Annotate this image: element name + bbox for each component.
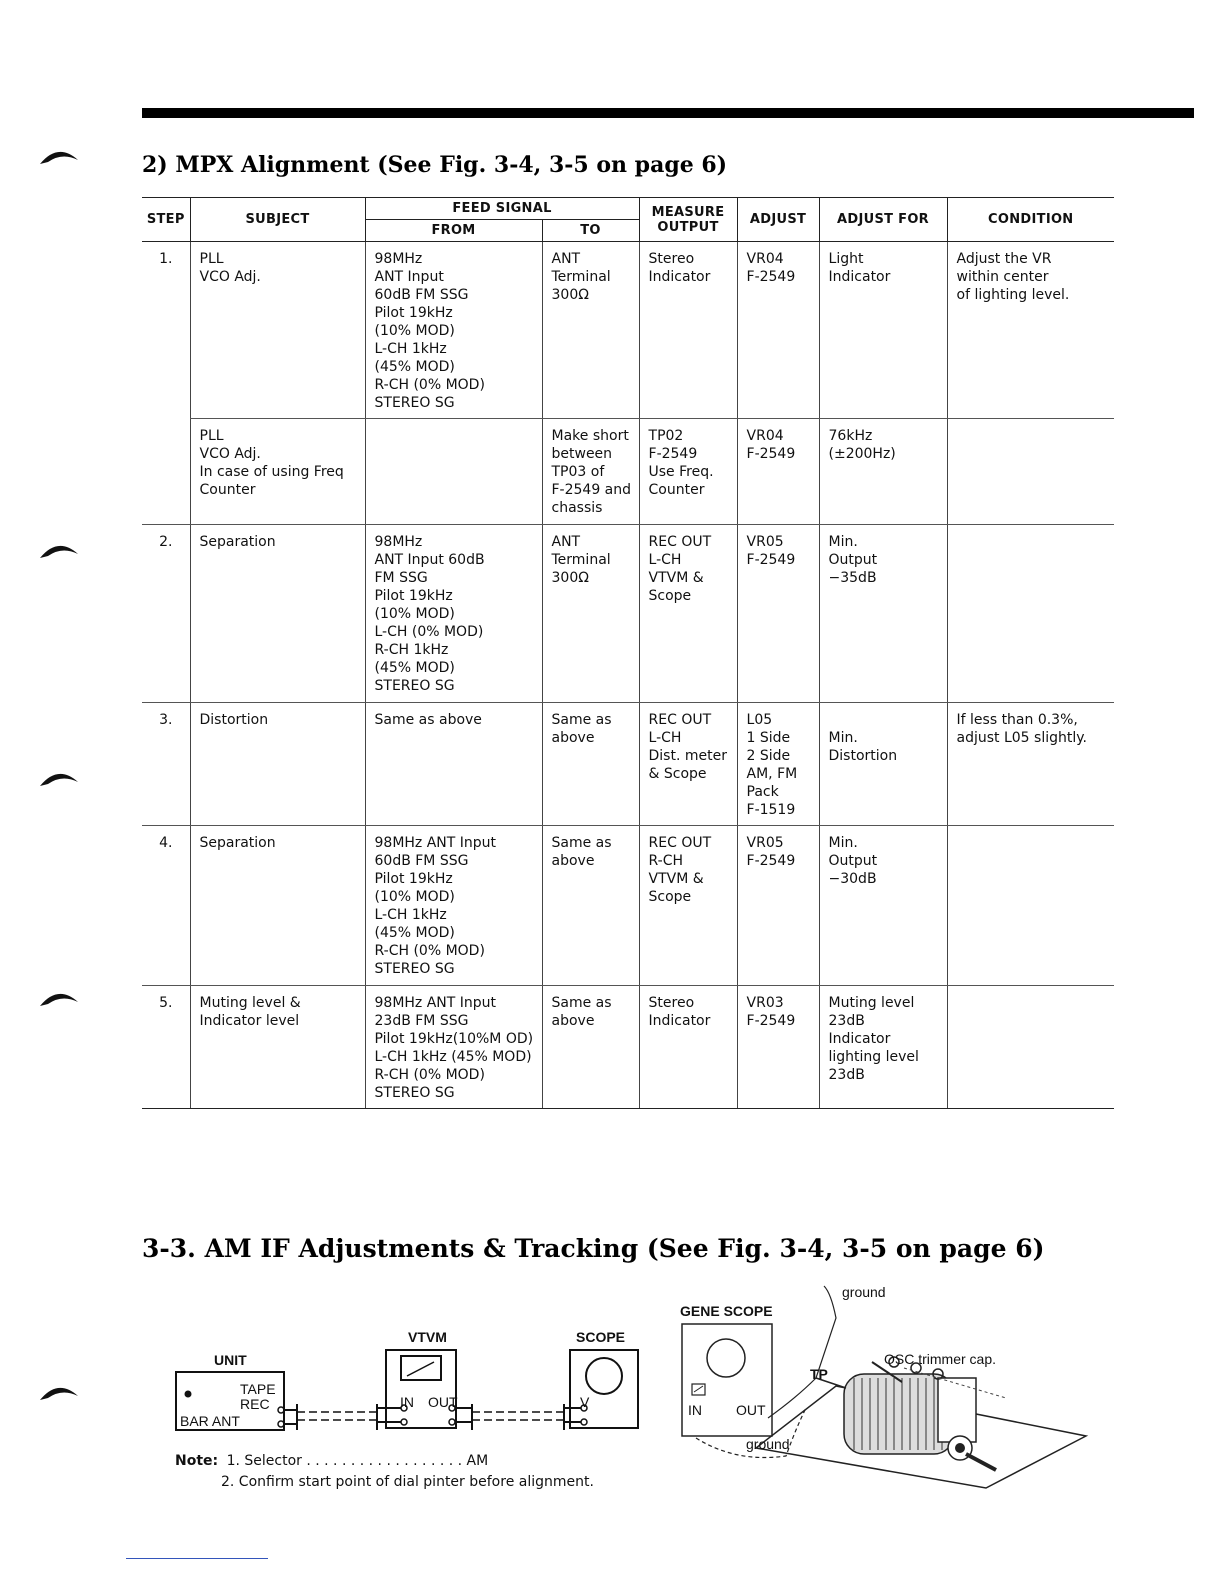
condition-cell <box>947 419 1114 525</box>
step-cell: 5. <box>142 986 190 1109</box>
table-row <box>142 419 1114 525</box>
subject-cell: Separation <box>190 525 365 703</box>
adjust-for-cell: Min. Output −35dB <box>819 525 947 703</box>
mpx-alignment-table <box>142 197 1114 1109</box>
table-row <box>142 986 1114 1109</box>
from-cell: 98MHz ANT Input 60dB FM SSG Pilot 19kHz (10% MOD) L-CH 1kHz (45% MOD) R-CH (0% MOD) STEREO SG <box>365 826 542 986</box>
step-cell: 4. <box>142 826 190 986</box>
am-if-connection-diagram <box>172 1326 642 1441</box>
tp-label: TP <box>810 1366 828 1382</box>
measure-cell: REC OUT R-CH VTVM & Scope <box>639 826 737 986</box>
section2-title: 3-3. AM IF Adjustments & Tracking (See Fig. 3-4, 3-5 on page 6) <box>142 1234 1045 1263</box>
to-cell: ANT Terminal 300Ω <box>542 242 639 419</box>
step-cell: 3. <box>142 703 190 826</box>
osc-trimmer-label: OSC trimmer cap. <box>884 1351 997 1367</box>
from-cell: 98MHz ANT Input 23dB FM SSG Pilot 19kHz(10%M OD) L-CH 1kHz (45% MOD) R-CH (0% MOD) STEREO SG <box>365 986 542 1109</box>
scope-label: SCOPE <box>576 1329 626 1345</box>
condition-cell <box>947 986 1114 1109</box>
measure-cell: REC OUT L-CH Dist. meter & Scope <box>639 703 737 826</box>
header-step: STEP <box>142 198 190 242</box>
margin-mark <box>38 768 80 788</box>
top-rule <box>142 108 1194 118</box>
margin-mark <box>38 540 80 560</box>
table-row <box>142 703 1114 826</box>
from-cell: Same as above <box>365 703 542 826</box>
vtvm-out-label: OUT <box>428 1394 458 1410</box>
measure-cell: REC OUT L-CH VTVM & Scope <box>639 525 737 703</box>
header-from: FROM <box>365 220 542 242</box>
header-to: TO <box>542 220 639 242</box>
vtvm-in-label: IN <box>400 1394 414 1410</box>
margin-mark <box>38 146 80 166</box>
adjust-for-cell: Light Indicator <box>819 242 947 419</box>
gene-in-label: IN <box>688 1402 702 1418</box>
gene-out-label: OUT <box>736 1402 766 1418</box>
vtvm-label: VTVM <box>408 1329 447 1345</box>
measure-cell: Stereo Indicator <box>639 986 737 1109</box>
adjust-cell: L05 1 Side 2 Side AM, FM Pack F-1519 <box>737 703 819 826</box>
adjust-for-cell: Muting level 23dB Indicator lighting level 23dB <box>819 986 947 1109</box>
condition-cell <box>947 826 1114 986</box>
to-cell: ANT Terminal 300Ω <box>542 525 639 703</box>
unit-label: UNIT <box>214 1352 247 1368</box>
step-cell: 1. <box>159 251 173 267</box>
header-adjust: ADJUST <box>737 198 819 242</box>
notes <box>175 1453 488 1469</box>
adjust-cell: VR05 F-2549 <box>737 826 819 986</box>
from-cell: 98MHz ANT Input 60dB FM SSG Pilot 19kHz (10% MOD) L-CH 1kHz (45% MOD) R-CH (0% MOD) STEREO SG <box>365 242 542 419</box>
to-cell: Same as above <box>542 703 639 826</box>
to-cell: Make short between TP03 of F-2549 and chassis <box>542 419 639 525</box>
gene-scope-label: GENE SCOPE <box>680 1303 773 1319</box>
header-condition: CONDITION <box>947 198 1114 242</box>
step-cell: 2. <box>142 525 190 703</box>
condition-cell: If less than 0.3%, adjust L05 slightly. <box>947 703 1114 826</box>
section-title: 2) MPX Alignment (See Fig. 3-4, 3-5 on page 6) <box>142 152 728 178</box>
adjust-cell: VR03 F-2549 <box>737 986 819 1109</box>
scope-v-label: V <box>580 1394 590 1410</box>
subject-cell: Muting level & Indicator level <box>190 986 365 1109</box>
table-row <box>142 525 1114 703</box>
margin-mark <box>38 1382 80 1402</box>
adjust-cell: VR04 F-2549 <box>737 242 819 419</box>
adjust-for-cell: Min. Distortion <box>819 703 947 826</box>
margin-mark <box>38 988 80 1008</box>
note-item-1: 1. Selector . . . . . . . . . . . . . . . . . . AM <box>226 1453 489 1469</box>
bar-ant-label: BAR ANT <box>180 1413 240 1429</box>
header-feed-signal: FEED SIGNAL <box>365 198 639 220</box>
table-row <box>142 242 1114 419</box>
header-adjust-for: ADJUST FOR <box>819 198 947 242</box>
measure-cell: Stereo Indicator <box>639 242 737 419</box>
header-subject: SUBJECT <box>190 198 365 242</box>
adjust-cell: VR04 F-2549 <box>737 419 819 525</box>
ground-top-label: ground <box>842 1284 886 1300</box>
subject-cell: PLL VCO Adj. In case of using Freq Counter <box>190 419 365 525</box>
to-cell: Same as above <box>542 986 639 1109</box>
subject-cell: PLL VCO Adj. <box>190 242 365 419</box>
adjust-for-cell: Min. Output −30dB <box>819 826 947 986</box>
header-measure-output: MEASURE OUTPUT <box>639 198 737 242</box>
to-cell: Same as above <box>542 826 639 986</box>
subject-cell: Distortion <box>190 703 365 826</box>
measure-cell: TP02 F-2549 Use Freq. Counter <box>639 419 737 525</box>
condition-cell <box>947 525 1114 703</box>
adjust-for-cell: 76kHz (±200Hz) <box>819 419 947 525</box>
subject-cell: Separation <box>190 826 365 986</box>
rec-label: REC <box>240 1396 270 1412</box>
note-lead: Note: <box>175 1453 219 1469</box>
adjust-cell: VR05 F-2549 <box>737 525 819 703</box>
osc-trimmer-illustration <box>676 1278 1106 1493</box>
table-row <box>142 826 1114 986</box>
from-cell: 98MHz ANT Input 60dB FM SSG Pilot 19kHz (10% MOD) L-CH (0% MOD) R-CH 1kHz (45% MOD) STEREO SG <box>365 525 542 703</box>
note-item-2: 2. Confirm start point of dial pinter before alignment. <box>221 1474 594 1490</box>
footer-rule <box>126 1558 268 1559</box>
tape-label: TAPE <box>240 1381 276 1397</box>
from-cell <box>365 419 542 525</box>
step-cell <box>142 419 190 525</box>
condition-cell: Adjust the VR within center of lighting level. <box>947 242 1114 419</box>
ground-bottom-label: ground <box>746 1436 790 1452</box>
